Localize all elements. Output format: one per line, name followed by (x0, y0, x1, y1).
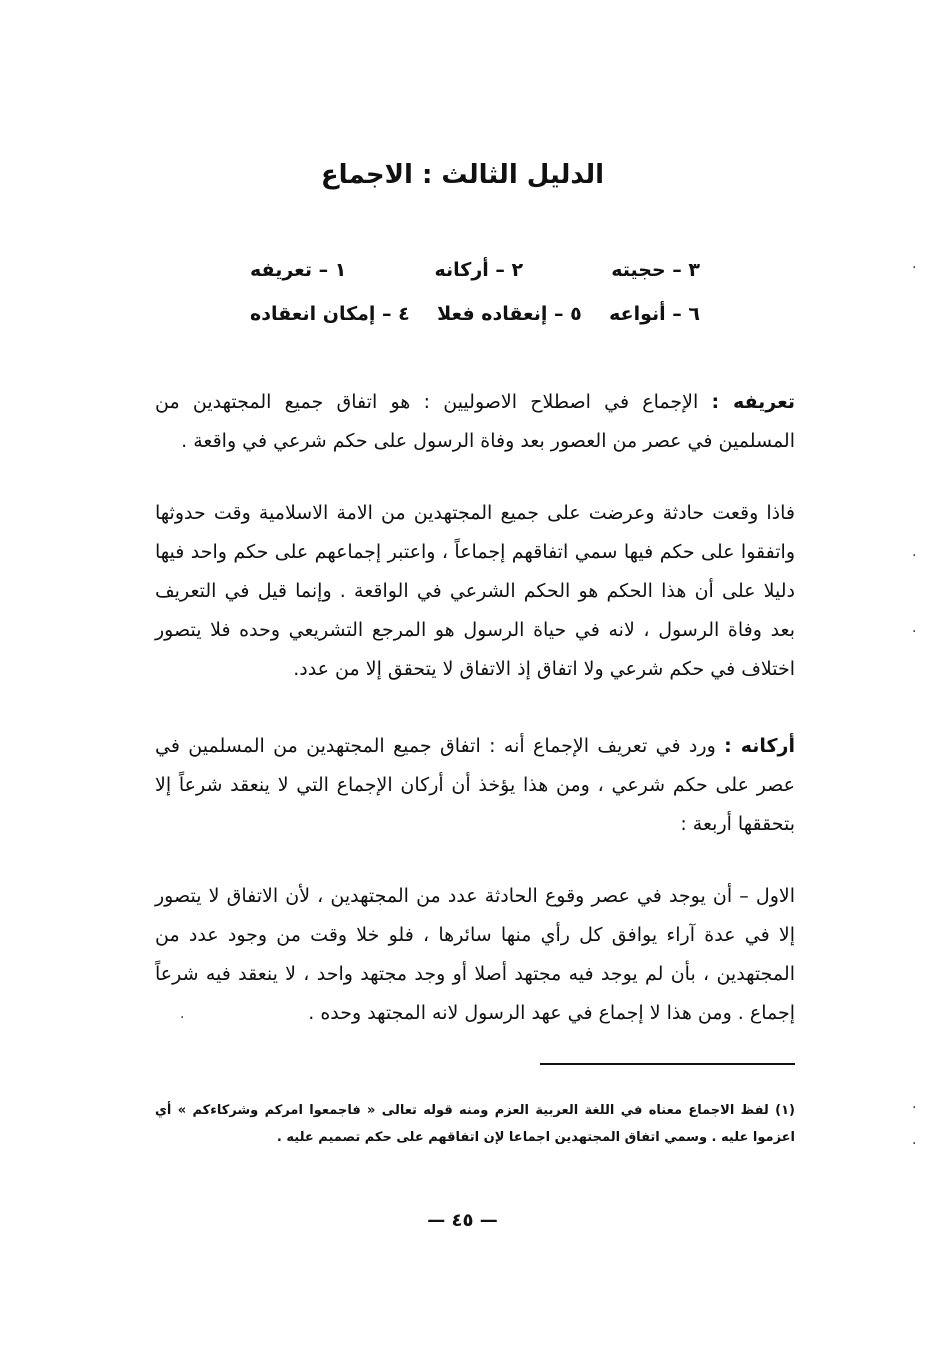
footnote: (١) لفظ الاجماع معناه في اللغة العربية العزم ومنه قوله تعالى « فاجمعوا امركم وشركاءكم » أي اعزموا عليه . وسمي اتفاق المجتهدين اجماعا لإن اتفاقهم على حكم تصميم عليه . (155, 1103, 795, 1145)
first-pillar-paragraph (155, 877, 795, 1033)
contents-row (250, 248, 700, 292)
pillars-paragraph (155, 727, 795, 844)
pillars-heading: أركانه : (724, 735, 795, 757)
scan-speck: · (912, 548, 917, 564)
contents-item-definition: ١ – تعريفه (250, 259, 347, 281)
explanation-text: فاذا وقعت حادثة وعرضت على جميع المجتهدين من الامة الاسلامية وقت حدوثها واتفقوا على حكم فيها سمي اتفاقهم إجماعاً ، واعتبر إجماعهم على حكم واحد فيها دليلا على أن هذا الحكم هو الحكم الشرعي في الواقعة . وإنما قيل في التعريف بعد وفاة الرسول ، لانه في حياة الرسول هو المرجع التشريعي وحده فلا يتصور اختلاف في حكم شرعي ولا اتفاق إذ الاتفاق لا يتحقق إلا من عدد. (155, 502, 795, 680)
chapter-title: الدليل الثالث : الاجماع (320, 160, 605, 190)
contents-item-possibility: ٤ – إمكان انعقاده (250, 303, 410, 325)
contents-item-occurrence: ٥ – إنعقاده فعلا (437, 303, 582, 325)
scan-speck: · (912, 1100, 917, 1116)
pillars-text: ورد في تعريف الإجماع أنه : اتفاق جميع المجتهدين من المسلمين في عصر على حكم شرعي ، ومن هذا يؤخذ أن أركان الإجماع التي لا ينعقد شرعاً إلا بتحققها أربعة : (155, 735, 795, 835)
contents-list (250, 248, 700, 336)
footnote-separator (540, 1063, 795, 1065)
contents-item-types: ٦ – أنواعه (609, 303, 700, 325)
page-number: — ٤٥ — (427, 1210, 498, 1231)
contents-row (250, 292, 700, 336)
scan-speck: · (912, 260, 917, 276)
scan-speck: · (912, 624, 917, 640)
contents-item-pillars: ٢ – أركانه (434, 259, 524, 281)
scan-speck: · (912, 1136, 917, 1152)
scan-speck: · (180, 1010, 185, 1026)
definition-text: الإجماع في اصطلاح الاصوليين : هو اتفاق جميع المجتهدين من المسلمين في عصر من العصور بعد وفاة الرسول على حكم شرعي في واقعة . (155, 391, 795, 452)
definition-paragraph (155, 383, 795, 461)
contents-item-authority: ٣ – حجيته (611, 259, 700, 281)
explanation-paragraph (155, 494, 795, 689)
first-pillar-text: الاول – أن يوجد في عصر وقوع الحادثة عدد من المجتهدين ، لأن الاتفاق لا يتصور إلا في عدة آراء يوافق كل رأي منها سائرها ، فلو خلا وقت من وجود عدد من المجتهدين ، بأن لم يوجد فيه مجتهد أصلا أو وجد مجتهد واحد ، لا ينعقد فيه شرعاً إجماع . ومن هذا لا إجماع في عهد الرسول لانه المجتهد وحده . (155, 885, 795, 1024)
definition-heading: تعريفه : (711, 391, 795, 413)
